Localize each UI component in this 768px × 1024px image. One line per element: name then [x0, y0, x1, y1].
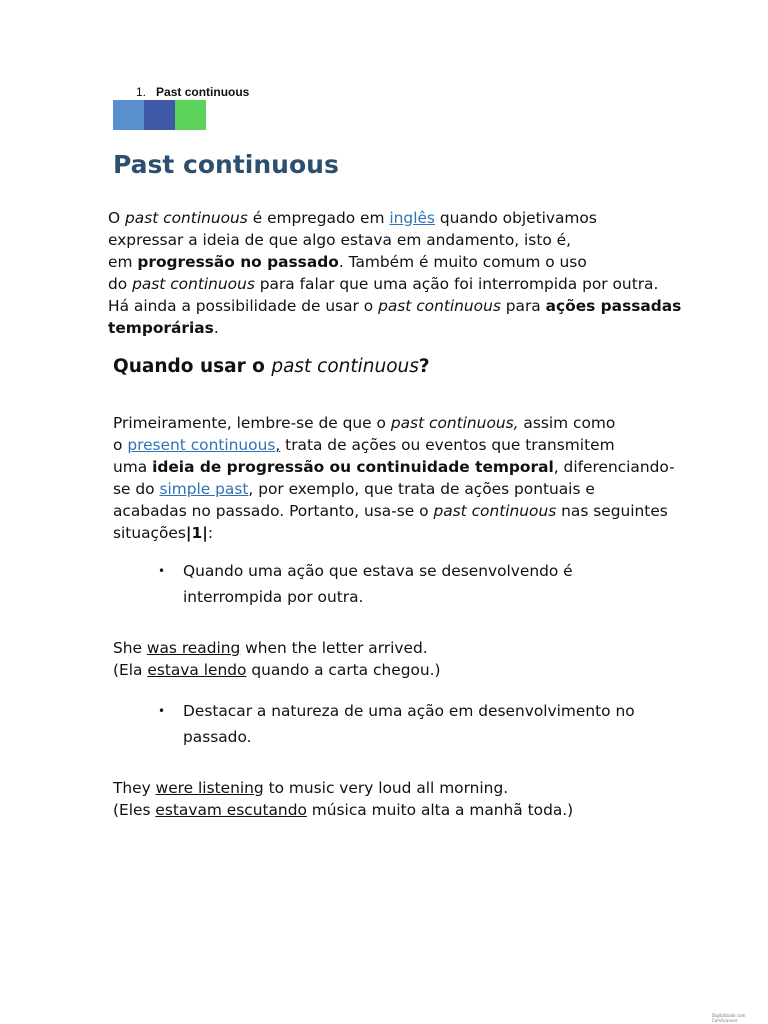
color-bar-green [175, 100, 206, 130]
bullet-dot-icon: • [158, 704, 166, 718]
link-simple-past[interactable]: simple past [159, 480, 249, 498]
bullet-item-1 [158, 558, 573, 610]
example-1-portuguese: (Ela estava lendo quando a carta chegou.) [113, 661, 441, 679]
usage-line-3: uma ideia de progressão ou continuidade temporal, diferenciando- [113, 458, 675, 476]
intro-line-4: do past continuous para falar que uma ação foi interrompida por outra. [108, 275, 659, 293]
example-1-english: She was reading when the letter arrived. [113, 639, 428, 657]
bullet-2-line-2: passado. [183, 728, 252, 746]
numbered-heading [136, 85, 249, 99]
bullet-item-2 [158, 698, 635, 750]
color-bars [113, 100, 206, 130]
link-ingles[interactable]: inglês [389, 209, 435, 227]
intro-line-3: em progressão no passado. Também é muito comum o uso [108, 253, 587, 271]
bullet-dot-icon: • [158, 564, 166, 578]
usage-line-2: o present continuous, trata de ações ou eventos que transmitem [113, 436, 615, 454]
page-title: Past continuous [113, 150, 339, 179]
usage-line-6: situações|1|: [113, 524, 214, 542]
usage-line-4: se do simple past, por exemplo, que trata de ações pontuais e [113, 480, 595, 498]
heading-number: 1. [136, 85, 147, 99]
usage-line-5: acabadas no passado. Portanto, usa-se o past continuous nas seguintes [113, 502, 668, 520]
link-present-continuous[interactable]: present continuous [127, 436, 276, 454]
bullet-2-line-1: Destacar a natureza de uma ação em desenvolvimento no [183, 702, 635, 720]
intro-line-6: temporárias. [108, 319, 219, 337]
example-2-english: They were listening to music very loud all morning. [113, 779, 509, 797]
section-heading: Quando usar o past continuous? [113, 356, 430, 377]
usage-line-1: Primeiramente, lembre-se de que o past continuous, assim como [113, 414, 616, 432]
bullet-1-line-2: interrompida por outra. [183, 588, 364, 606]
example-2-portuguese: (Eles estavam escutando música muito alta a manhã toda.) [113, 801, 574, 819]
bullet-1-line-1: Quando uma ação que estava se desenvolvendo é [183, 562, 573, 580]
color-bar-light-blue [113, 100, 144, 130]
color-bar-dark-blue [144, 100, 175, 130]
scanner-watermark: Digitalizado com CamScanner [712, 1013, 746, 1023]
intro-line-1: O past continuous é empregado em inglês quando objetivamos [108, 209, 597, 227]
intro-line-2: expressar a ideia de que algo estava em andamento, isto é, [108, 231, 572, 249]
intro-line-5: Há ainda a possibilidade de usar o past continuous para ações passadas [108, 297, 682, 315]
heading-text: Past continuous [156, 85, 250, 99]
